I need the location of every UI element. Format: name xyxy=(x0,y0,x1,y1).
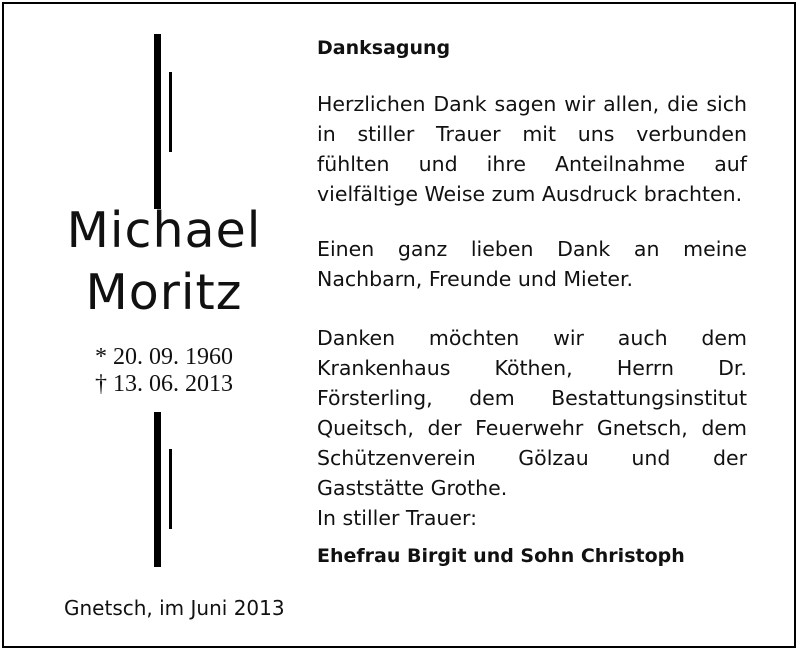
heading-text: Danksagung xyxy=(317,37,451,59)
thanks-paragraph-1-wrap xyxy=(317,89,747,209)
death-date: † 13. 06. 2013 xyxy=(95,371,233,397)
closing-wrap xyxy=(317,503,747,533)
decorative-bar-bottom-thick xyxy=(154,412,161,567)
thanks-paragraph-2: Einen ganz lieben Dank an meine Nachbarn, Freunde und Mieter. xyxy=(317,237,747,291)
notice-frame xyxy=(2,2,796,648)
birth-date: * 20. 09. 1960 xyxy=(95,344,233,370)
thanks-paragraph-2-wrap xyxy=(317,234,747,294)
thanks-paragraph-3: Danken möchten wir auch dem Krankenhaus Köthen, Herrn Dr. Försterling, dem Bestattungsinstitut Queitsch, der Feuerwehr Gnetsch, dem Schützenverein Gölzau und der Gaststätte Grothe. xyxy=(317,326,747,500)
place-and-date: Gnetsch, im Juni 2013 xyxy=(64,596,285,620)
signature-wrap xyxy=(317,545,747,567)
decorative-bar-top-thick xyxy=(154,34,161,209)
deceased-first-name: Michael xyxy=(66,202,262,259)
deceased-name-block xyxy=(44,200,284,324)
decorative-bar-bottom-thin xyxy=(169,449,172,529)
life-dates xyxy=(44,344,284,398)
signature: Ehefrau Birgit und Sohn Christoph xyxy=(317,545,685,567)
thanks-paragraph-3-wrap xyxy=(317,323,747,503)
deceased-last-name: Moritz xyxy=(85,264,243,321)
closing-line: In stiller Trauer: xyxy=(317,506,477,530)
heading xyxy=(317,37,747,59)
decorative-bar-top-thin xyxy=(169,72,172,152)
thanks-paragraph-1: Herzlichen Dank sagen wir allen, die sich in stiller Trauer mit uns verbunden fühlten und ihre Anteilnahme auf vielfältige Weise zum Ausdruck brachten. xyxy=(317,92,747,206)
